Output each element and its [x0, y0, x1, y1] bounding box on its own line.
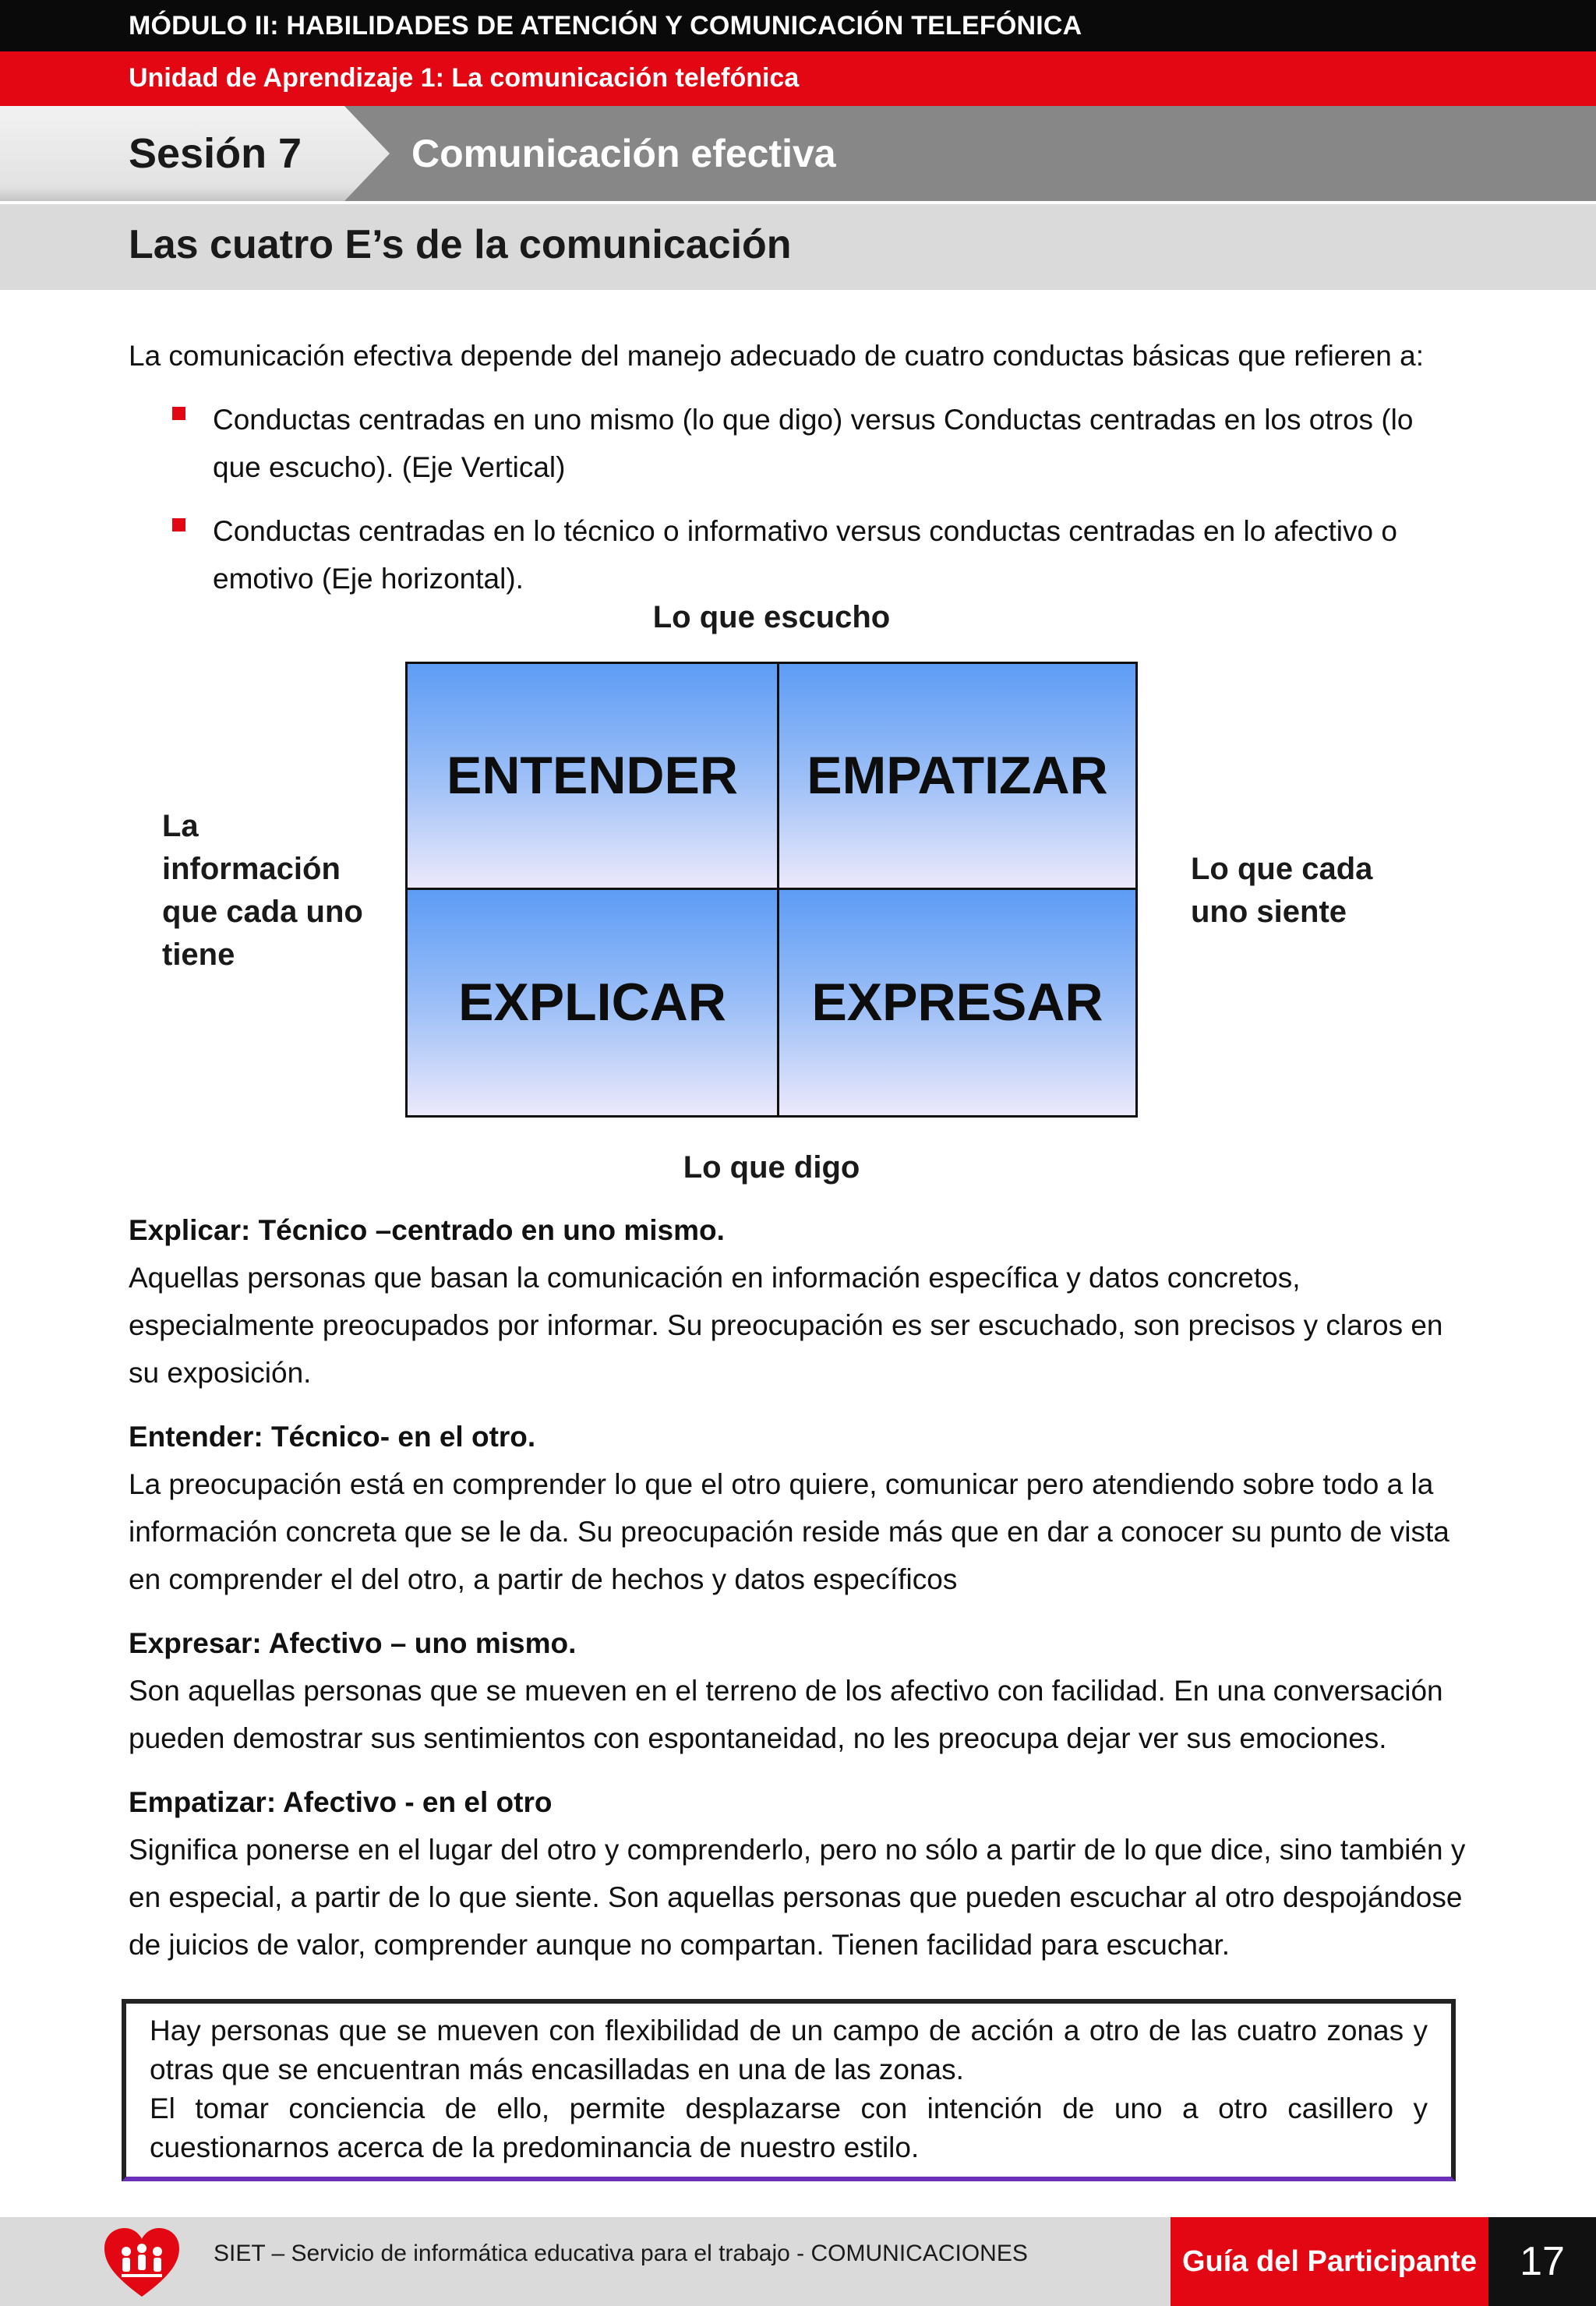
- axis-bottom-label: Lo que digo: [683, 1150, 860, 1185]
- note-paragraph: Hay personas que se mueven con flexibilidad de un campo de acción a otro de las cuatro zonas y otras que se encuentran más encasilladas en una de las zonas.: [150, 2015, 1428, 2085]
- note-paragraph: El tomar conciencia de ello, permite desplazarse con intención de uno a otro casillero y cuestionarnos acerca de la predominancia de nuestro estilo.: [150, 2092, 1428, 2163]
- module-bar: [0, 0, 1596, 51]
- bullet-item: Conductas centradas en lo técnico o informativo versus conductas centradas en lo afectivo o emotivo (Eje horizontal).: [213, 515, 1397, 595]
- page-number: 17: [1488, 2217, 1596, 2306]
- axis-top-label: Lo que escucho: [652, 600, 891, 634]
- note-box: [122, 1999, 1456, 2181]
- definition-text: Son aquellas personas que se mueven en el terreno de los afectivo con facilidad. En una conversación pueden demostrar sus sentimientos con espontaneidad, no les preocupa dejar ver sus emociones.: [129, 1675, 1443, 1754]
- cell-entender: ENTENDER: [408, 664, 779, 890]
- footer-guide-label: Guía del Participante: [1171, 2217, 1488, 2306]
- section-title: Las cuatro E’s de la comunicación: [129, 222, 792, 267]
- definition-text: Significa ponerse en el lugar del otro y comprenderlo, pero no sólo a partir de lo que dice, sino también y en especial, a partir de lo que siente. Son aquellas personas que pueden escuchar al otro despojándose de juicios de valor, comprender aunque no compartan. Tienen facilidad para escuchar.: [129, 1834, 1466, 1961]
- module-title: MÓDULO II: HABILIDADES DE ATENCIÓN Y COMUNICACIÓN TELEFÓNICA: [129, 11, 1082, 41]
- four-es-grid: [405, 662, 1138, 1118]
- definition-title: Empatizar: Afectivo - en el otro: [129, 1786, 553, 1818]
- session-title: Comunicación efectiva: [411, 132, 836, 175]
- unit-bar: [0, 51, 1596, 106]
- bullet-square-icon: [172, 407, 185, 420]
- session-label: Sesión 7: [129, 130, 302, 177]
- footer-org-text: SIET – Servicio de informática educativa para el trabajo - COMUNICACIONES: [214, 2241, 1028, 2266]
- definition-title: Expresar: Afectivo – uno mismo.: [129, 1627, 577, 1659]
- bullet-item: Conductas centradas en uno mismo (lo que digo) versus Conductas centradas en los otros (lo que escucho). (Eje Vertical): [213, 404, 1414, 483]
- definition-text: La preocupación está en comprender lo que el otro quiere, comunicar pero atendiendo sobre todo a la información concreta que se le da. Su preocupación reside más que en dar a conocer su punto de vista en comprender el del otro, a partir de hechos y datos específicos: [129, 1468, 1449, 1595]
- definition-block: [129, 1619, 1469, 1762]
- session-bar: [0, 106, 1596, 201]
- bullet-square-icon: [172, 518, 185, 531]
- section-bar: [0, 204, 1596, 290]
- definition-block: [129, 1206, 1469, 1397]
- definition-block: [129, 1413, 1469, 1603]
- heart-logo-icon: [103, 2225, 181, 2300]
- axis-left-label: La información que cada uno tiene: [162, 809, 363, 972]
- definition-text: Aquellas personas que basan la comunicación en información específica y datos concretos, especialmente preocupados por informar. Su preocupación es ser escuchado, son precisos y claros en su exposición.: [129, 1262, 1443, 1389]
- cell-empatizar: EMPATIZAR: [779, 664, 1135, 890]
- unit-title: Unidad de Aprendizaje 1: La comunicación telefónica: [129, 63, 800, 93]
- cell-explicar: EXPLICAR: [408, 890, 779, 1116]
- footer: [0, 2217, 1596, 2306]
- definition-block: [129, 1778, 1469, 1969]
- axis-right-label: Lo que cada uno siente: [1191, 852, 1373, 929]
- intro-text: La comunicación efectiva depende del manejo adecuado de cuatro conductas básicas que refieren a:: [129, 340, 1425, 372]
- cell-expresar: EXPRESAR: [779, 890, 1135, 1116]
- definition-title: Entender: Técnico- en el otro.: [129, 1421, 536, 1453]
- definition-title: Explicar: Técnico –centrado en uno mismo.: [129, 1214, 725, 1246]
